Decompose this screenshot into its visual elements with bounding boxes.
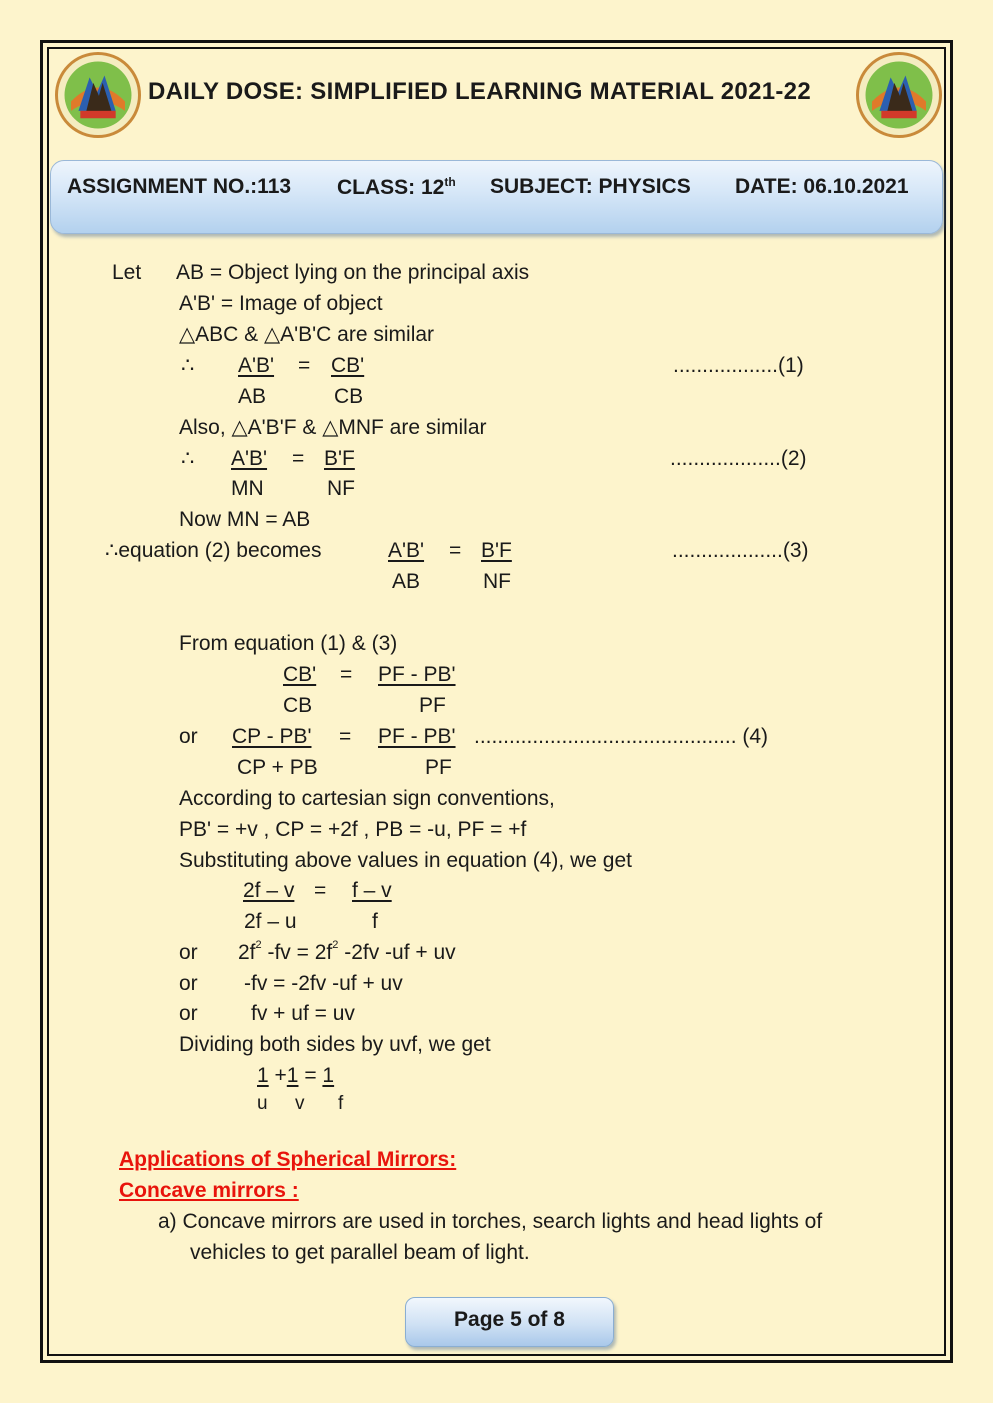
text-line: AB = Object lying on the principal axis [176, 261, 530, 284]
equation-reference: ...................(3) [672, 539, 809, 562]
fraction-denominator: NF [483, 570, 511, 593]
text-line: According to cartesian sign conventions, [179, 787, 555, 810]
equation-line: $2f^2$ $-fv = 2f^2$ -2fv -uf + uv [238, 939, 456, 964]
equation-reference: ...................(2) [670, 447, 807, 470]
text-line: PB' = +v , CP = +2f , PB = -u, PF = +f [179, 818, 527, 841]
or-label: or [179, 941, 198, 964]
page-number-badge: Page 5 of 8 [405, 1297, 614, 1347]
applications-heading: Applications of Spherical Mirrors: [119, 1148, 457, 1171]
equals-sign: = [339, 725, 352, 748]
equals-sign: = [298, 354, 311, 377]
fraction-denominator: v [295, 1093, 305, 1114]
equals-sign: = [292, 447, 305, 470]
fraction-denominator: CB [334, 385, 364, 408]
text-line: Also, △A'B'F & △MNF are similar [179, 416, 487, 439]
fraction-numerator: B'F [481, 539, 512, 562]
document-title: DAILY DOSE: SIMPLIFIED LEARNING MATERIAL 2021-22 [148, 78, 811, 105]
equals-sign: = [314, 879, 327, 902]
therefore-symbol: ∴ [181, 354, 195, 377]
school-logo-right [856, 52, 942, 138]
list-item: a) Concave mirrors are used in torches, search lights and head lights of [158, 1210, 823, 1233]
fraction-denominator: AB [238, 385, 267, 408]
fraction-numerator: CB' [283, 663, 317, 686]
equals-sign: = [340, 663, 353, 686]
fraction-denominator: u [257, 1093, 268, 1114]
text-line: From equation (1) & (3) [179, 632, 398, 655]
fraction-denominator: NF [327, 477, 355, 500]
text-line: Now MN = AB [179, 508, 311, 531]
school-logo-left [55, 52, 141, 138]
list-item-continuation: vehicles to get parallel beam of light. [190, 1241, 530, 1264]
fraction-numerator: A'B' [238, 354, 275, 377]
text-line: ∴equation (2) becomes [105, 539, 322, 562]
equation-line: fv + uf = uv [251, 1002, 355, 1025]
fraction-denominator: MN [231, 477, 264, 500]
fraction-denominator: PF [419, 694, 446, 717]
fraction-numerator: B'F [324, 447, 355, 470]
fraction-denominator: CB [283, 694, 313, 717]
fraction-denominator: f [338, 1093, 344, 1114]
fraction-denominator: AB [392, 570, 421, 593]
fraction-numerator: f – v [352, 879, 392, 902]
fraction-denominator: f [372, 910, 378, 933]
fraction-numerator: A'B' [388, 539, 425, 562]
mirror-formula: 1 +1 = 1 [257, 1064, 335, 1087]
assignment-info-bar [50, 160, 943, 234]
let-label: Let [112, 261, 142, 284]
fraction-numerator: 2f – v [243, 879, 295, 902]
date-info: DATE: 06.10.2021 [735, 175, 909, 198]
text-line: Substituting above values in equation (4), we get [179, 849, 632, 872]
or-label: or [179, 725, 198, 748]
fraction-denominator: PF [425, 756, 452, 779]
fraction-denominator: CP + PB [237, 756, 318, 779]
fraction-numerator: CP - PB' [232, 725, 312, 748]
or-label: or [179, 1002, 198, 1025]
equation-reference: ..................(1) [673, 354, 804, 377]
fraction-numerator: A'B' [231, 447, 268, 470]
text-line: Dividing both sides by uvf, we get [179, 1033, 491, 1056]
therefore-symbol: ∴ [181, 447, 195, 470]
text-line: A'B' = Image of object [179, 292, 383, 315]
fraction-numerator: CB' [331, 354, 365, 377]
equals-sign: = [449, 539, 462, 562]
class-info: CLASS: 12th [337, 175, 456, 199]
fraction-numerator: PF - PB' [378, 663, 456, 686]
concave-mirrors-heading: Concave mirrors : [119, 1179, 299, 1202]
or-label: or [179, 972, 198, 995]
subject-info: SUBJECT: PHYSICS [490, 175, 691, 198]
fraction-denominator: 2f – u [244, 910, 297, 933]
assignment-number: ASSIGNMENT NO.:113 [67, 175, 292, 198]
fraction-numerator: PF - PB' [378, 725, 456, 748]
equation-line: -fv = -2fv -uf + uv [244, 972, 403, 995]
equation-reference: ............................................. (4) [474, 725, 769, 748]
text-line: △ABC & △A'B'C are similar [179, 323, 435, 346]
